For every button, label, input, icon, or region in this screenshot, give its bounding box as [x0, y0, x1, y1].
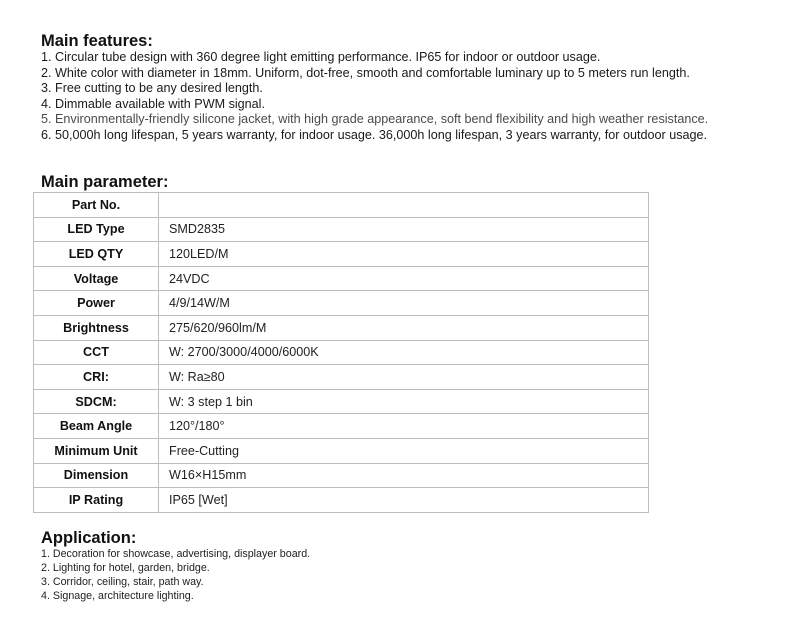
table-row — [34, 340, 649, 365]
application-heading: Application: — [41, 529, 137, 547]
table-row — [34, 414, 649, 439]
application-item: 4. Signage, architecture lighting. — [41, 590, 194, 602]
table-row — [34, 315, 649, 340]
param-value: 120LED/M — [159, 242, 649, 267]
feature-item: 5. Environmentally-friendly silicone jacket, with high grade appearance, soft bend flexibility and high weather resistance. — [41, 112, 709, 127]
param-value: 275/620/960lm/M — [159, 315, 649, 340]
feature-item: 3. Free cutting to be any desired length. — [41, 81, 263, 96]
param-label: Part No. — [34, 193, 159, 218]
table-row — [34, 242, 649, 267]
table-row — [34, 389, 649, 414]
param-value: W16×H15mm — [159, 463, 649, 488]
param-label: LED QTY — [34, 242, 159, 267]
param-value: IP65 [Wet] — [159, 488, 649, 513]
param-label: Minimum Unit — [34, 438, 159, 463]
table-row — [34, 488, 649, 513]
feature-item: 4. Dimmable available with PWM signal. — [41, 96, 265, 111]
main-parameter-heading: Main parameter: — [41, 173, 169, 191]
param-value — [159, 193, 649, 218]
param-value: W: 2700/3000/4000/6000K — [159, 340, 649, 365]
feature-item: 1. Circular tube design with 360 degree light emitting performance. IP65 for indoor or outdoor usage. — [41, 50, 601, 64]
param-label: CCT — [34, 340, 159, 365]
param-value: Free-Cutting — [159, 438, 649, 463]
table-row — [34, 463, 649, 488]
param-label: IP Rating — [34, 488, 159, 513]
feature-item: 2. White color with diameter in 18mm. Uniform, dot-free, smooth and comfortable luminary up to 5 meters run length. — [41, 65, 690, 80]
table-row — [34, 365, 649, 390]
param-label: CRI: — [34, 365, 159, 390]
application-list — [41, 547, 310, 603]
features-list — [41, 50, 771, 144]
param-label: LED Type — [34, 217, 159, 242]
param-label: SDCM: — [34, 389, 159, 414]
table-row — [34, 193, 649, 218]
application-item: 1. Decoration for showcase, advertising, displayer board. — [41, 548, 311, 560]
param-label: Dimension — [34, 463, 159, 488]
param-value: W: 3 step 1 bin — [159, 389, 649, 414]
param-label: Voltage — [34, 266, 159, 291]
param-value: 4/9/14W/M — [159, 291, 649, 316]
param-label: Brightness — [34, 315, 159, 340]
param-value: 120°/180° — [159, 414, 649, 439]
feature-item: 6. 50,000h long lifespan, 5 years warranty, for indoor usage. 36,000h long lifespan, 3 years warranty, for outdoor usage. — [41, 127, 708, 142]
param-value: W: Ra≥80 — [159, 365, 649, 390]
param-label: Beam Angle — [34, 414, 159, 439]
main-features-heading: Main features: — [41, 32, 153, 50]
table-row — [34, 266, 649, 291]
parameter-table — [33, 192, 649, 513]
param-value: 24VDC — [159, 266, 649, 291]
table-row — [34, 217, 649, 242]
param-label: Power — [34, 291, 159, 316]
table-row — [34, 291, 649, 316]
application-item: 2. Lighting for hotel, garden, bridge. — [41, 562, 210, 574]
application-item: 3. Corridor, ceiling, stair, path way. — [41, 576, 204, 588]
table-row — [34, 438, 649, 463]
param-value: SMD2835 — [159, 217, 649, 242]
